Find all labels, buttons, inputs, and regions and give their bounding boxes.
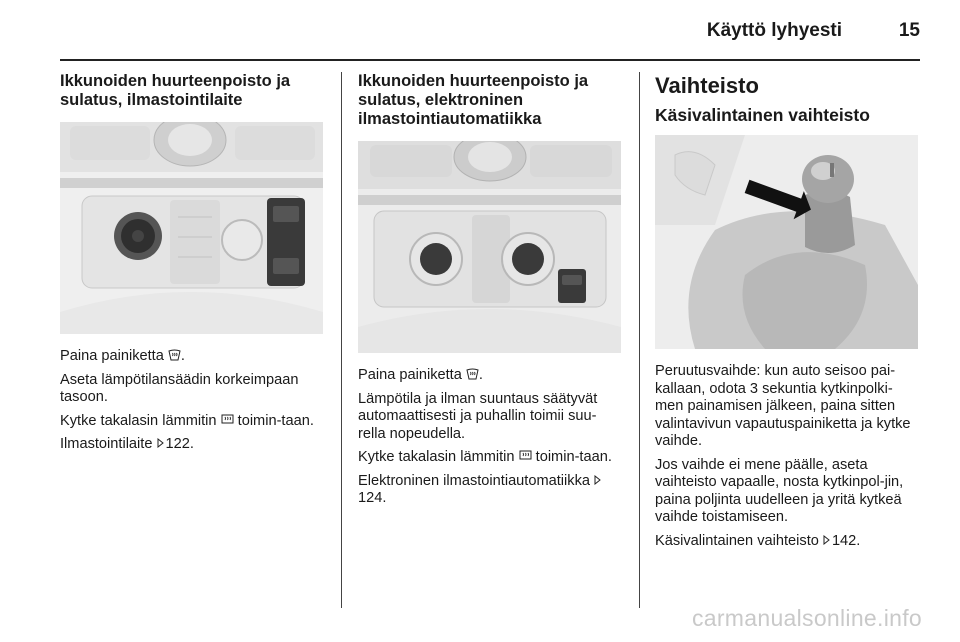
triangle-reference-icon: [157, 438, 164, 448]
column-1: [60, 72, 325, 460]
column-divider-1: [341, 72, 342, 608]
paragraph-rear-heater: Kytke takalasin lämmitin toimin-taan.: [60, 412, 314, 429]
header-rule: [60, 59, 920, 61]
windscreen-defrost-icon: [466, 368, 479, 380]
figure-climate-control-panel: [60, 122, 323, 334]
paragraph-set-temperature: Aseta lämpötilansäädin korkeimpaan tasoon.: [60, 371, 299, 405]
paragraph-press-defrost: Paina painiketta .: [358, 367, 483, 383]
paragraph-ref-ac: Ilmastointilaite 122.: [60, 436, 194, 452]
paragraph-ref-manual-transmission: Käsivalintainen vaihteisto 142.: [655, 532, 861, 549]
paragraph-auto-adjust: Lämpötila ja ilman suuntaus säätyvät automaattisesti ja puhallin toimii suu-rella nopeudella.: [358, 390, 598, 442]
column-3: [655, 72, 920, 556]
paragraph-reverse-gear: Peruutusvaihde: kun auto seisoo pai-kallaan, odota 3 sekuntia kytkinpolki-men painamisen jälkeen, paina sitten valintavivun vapautuspainiketta ja kytke vaihde.: [655, 363, 911, 449]
column-divider-2: [639, 72, 640, 608]
heading-defrost-ecc: Ikkunoiden huurteenpoisto ja sulatus, elektroninen ilmastointiautomatiikka: [358, 72, 589, 128]
heading-manual-transmission: Käsivalintainen vaihteisto: [655, 105, 870, 125]
windscreen-defrost-icon: [168, 349, 181, 361]
paragraph-press-defrost: Paina painiketta .: [60, 348, 185, 364]
column-2: [358, 72, 623, 514]
running-header-title: Käyttö lyhyesti: [706, 20, 842, 41]
paragraph-gear-not-engaging: Jos vaihde ei mene päälle, aseta vaihteisto vapaalle, nosta kytkinpol-jin, paina poljinta uudelleen ja yritä kytkeä vaihde toistamiseen.: [655, 456, 904, 525]
page-number: 15: [898, 20, 920, 41]
triangle-reference-icon: [594, 475, 601, 485]
heading-defrost-ac: Ikkunoiden huurteenpoisto ja sulatus, ilmastointilaite: [60, 72, 291, 109]
figure-electronic-climate-panel: [358, 141, 621, 353]
triangle-reference-icon: [823, 535, 830, 545]
rear-window-heater-icon: [221, 414, 234, 426]
paragraph-rear-heater: Kytke takalasin lämmitin toimin-taan.: [358, 449, 612, 465]
section-title: Vaihteisto: [655, 73, 759, 98]
paragraph-ref-ecc: Elektroninen ilmastointiautomatiikka 124.: [358, 473, 623, 508]
rear-window-heater-icon: [519, 450, 532, 462]
watermark: carmanualsonline.info: [691, 605, 922, 631]
figure-gear-lever: [655, 135, 918, 349]
